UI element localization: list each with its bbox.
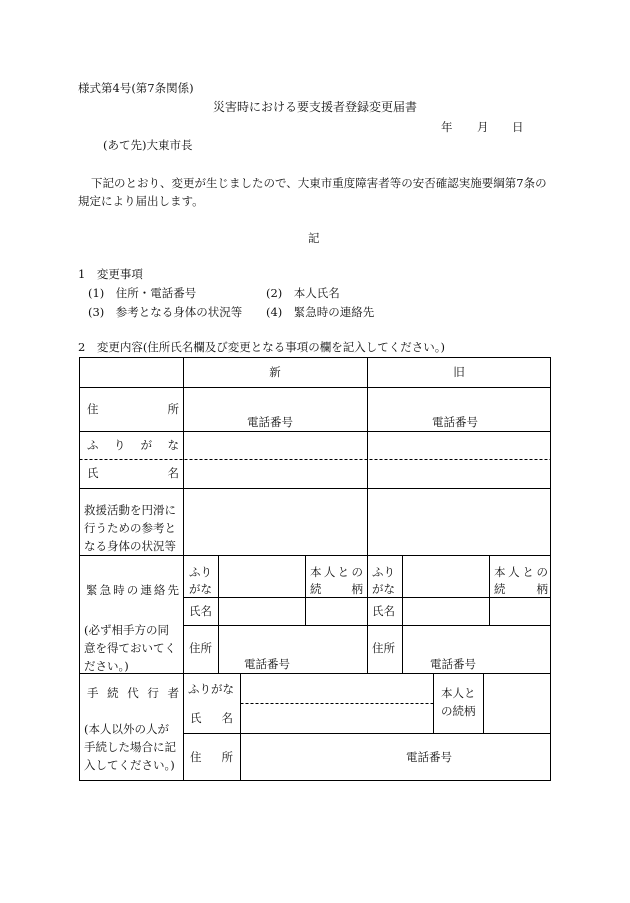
column-header-new: 新 [269, 365, 281, 379]
old-name-field [368, 460, 551, 488]
condition-label-line-2: 行うための参考と [84, 521, 176, 535]
row-label-furigana: ふりがな [87, 438, 179, 452]
furigana-label-line-1: ふり [189, 565, 212, 579]
old-emergency-furigana-field [403, 556, 489, 597]
change-item-1: (1) 住所・電話番号 [88, 286, 197, 300]
change-item-2: (2) 本人氏名 [266, 286, 340, 300]
new-emergency-name-label: 氏名 [189, 604, 212, 618]
emergency-note-line-2: 意を得ておいてく [84, 641, 176, 655]
agent-note-line-1: (本人以外の人が [84, 722, 169, 736]
change-item-4: (4) 緊急時の連絡先 [266, 305, 375, 319]
agent-note-line-3: 入してください。) [84, 758, 175, 772]
new-emergency-relationship-field [306, 598, 367, 625]
old-emergency-address-field [403, 626, 551, 673]
agent-furigana-field [241, 674, 433, 703]
agent-relation-line-1: 本人と [441, 686, 476, 700]
change-item-3: (3) 参考となる身体の状況等 [88, 305, 243, 319]
agent-relation-line-2: の続柄 [441, 704, 476, 718]
procedure-agent-note [84, 720, 176, 774]
new-emergency-name-field [219, 598, 305, 625]
new-phone-label: 電話番号 [247, 415, 293, 429]
old-furigana-field [368, 432, 551, 459]
date-month-label: 月 [477, 120, 489, 134]
agent-name-field [241, 704, 433, 733]
row-label-procedure-agent: 手続代行者 [87, 686, 179, 700]
relation-label-line-1: 本人との [494, 565, 548, 579]
old-emergency-name-field [403, 598, 489, 625]
agent-note-line-2: 手続した場合に記 [84, 740, 176, 754]
emergency-contact-note [84, 621, 176, 675]
new-physical-condition-field [184, 489, 367, 555]
furigana-label-line-2: がな [372, 582, 395, 596]
old-emergency-phone-label: 電話番号 [430, 657, 476, 671]
old-phone-label: 電話番号 [432, 415, 478, 429]
row-label-name: 氏名 [87, 466, 179, 480]
relation-label-line-2: 続柄 [494, 582, 548, 596]
furigana-label-line-2: がな [189, 582, 212, 596]
new-emergency-address-label: 住所 [189, 641, 212, 655]
document-title: 災害時における要支援者登録変更届書 [213, 100, 418, 114]
old-emergency-furigana-label [372, 564, 395, 598]
condition-label-line-3: なる身体の状況等 [84, 539, 176, 553]
section-2-heading: 2 変更内容(住所氏名欄及び変更となる事項の欄を記入してください。) [78, 340, 446, 354]
ki-heading: 記 [308, 231, 320, 245]
new-emergency-address-field [219, 626, 367, 673]
form-number: 様式第4号(第7条関係) [78, 81, 194, 95]
addressee: (あて先)大東市長 [103, 138, 193, 152]
old-emergency-relation-label [494, 564, 548, 598]
condition-label-line-1: 救援活動を円滑に [84, 503, 176, 517]
agent-address-label: 住所 [190, 750, 233, 764]
new-emergency-furigana-label [189, 564, 212, 598]
old-emergency-relationship-field [490, 598, 551, 625]
agent-phone-label: 電話番号 [406, 750, 452, 764]
agent-relation-label [441, 684, 476, 720]
emergency-note-line-1: (必ず相手方の同 [84, 623, 169, 637]
row-label-emergency-contact: 緊急時の連絡先 [86, 583, 179, 597]
old-emergency-name-label: 氏名 [372, 604, 395, 618]
old-emergency-address-label: 住所 [372, 641, 395, 655]
new-furigana-field [184, 432, 367, 459]
date-day-label: 日 [512, 120, 524, 134]
furigana-label-line-1: ふり [372, 565, 395, 579]
agent-name-label: 氏名 [190, 711, 233, 725]
date-year-label: 年 [441, 120, 453, 134]
relation-label-line-2: 続柄 [310, 582, 363, 596]
agent-relationship-field [484, 674, 551, 733]
body-line-2: 規定により届出します。 [78, 194, 204, 208]
relation-label-line-1: 本人との [310, 565, 363, 579]
body-line-1: 下記のとおり、変更が生じましたので、大東市重度障害者等の安否確認実施要綱第7条の [91, 176, 547, 190]
agent-furigana-label: ふりがな [188, 682, 234, 696]
new-name-field [184, 460, 367, 488]
old-physical-condition-field [368, 489, 551, 555]
column-header-old: 旧 [453, 365, 465, 379]
new-emergency-relation-label [310, 564, 363, 598]
emergency-note-line-3: ださい。) [84, 659, 129, 673]
section-1-heading: 1 変更事項 [78, 267, 143, 281]
row-label-physical-condition [84, 501, 176, 555]
new-emergency-furigana-field [219, 556, 305, 597]
agent-address-field [241, 734, 551, 781]
new-emergency-phone-label: 電話番号 [244, 657, 290, 671]
row-label-address: 住所 [87, 402, 179, 416]
